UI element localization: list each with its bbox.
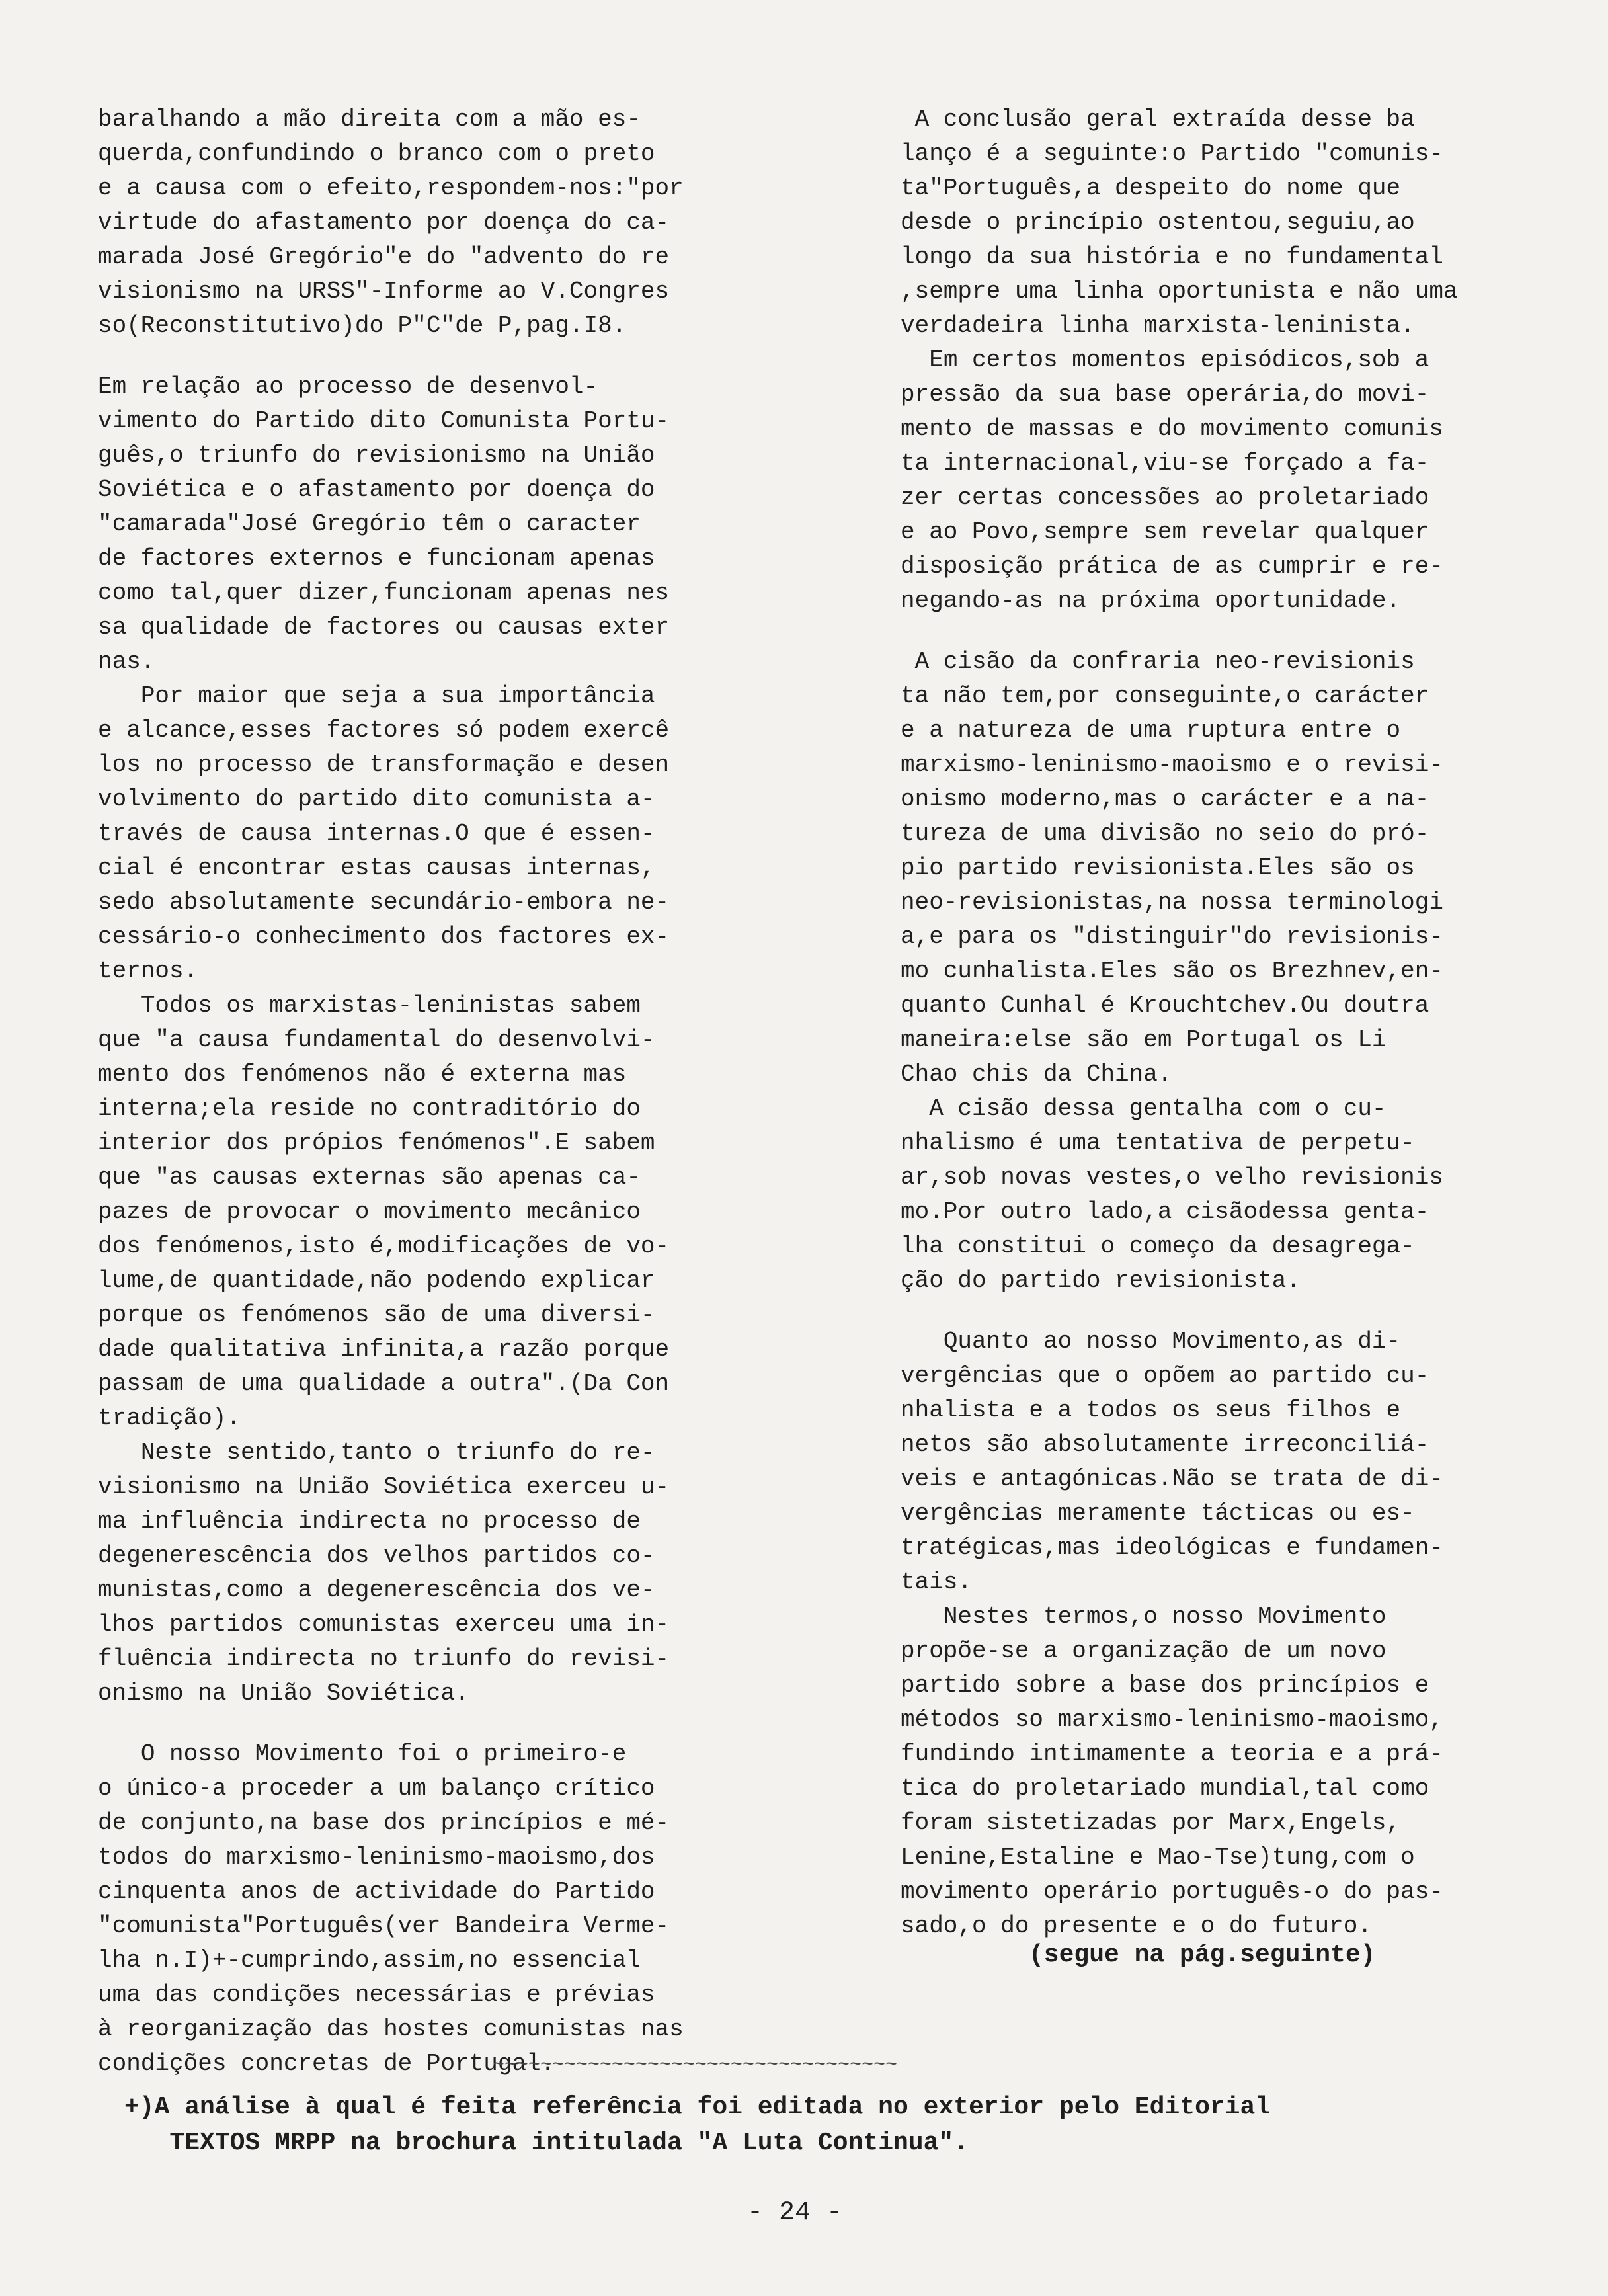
- right-column: [901, 102, 1542, 1944]
- footnote: +)A análise à qual é feita referência foi editada no exterior pelo Editorial TEXTOS MRPP na brochura intitulada "A Luta Continua".: [124, 2093, 1271, 2157]
- page-number: - 24 -: [747, 2198, 843, 2228]
- right-paragraph-2: A cisão da confraria neo-revisionis ta não tem,por conseguinte,o carácter e a natureza de uma ruptura entre o marxismo-leninismo-maoismo e o revisi- onismo moderno,mas o carácter e a na- tureza de uma divisão no seio do pró- pio partido revisionista.Eles são os neo-revisionistas,na nossa terminologi a,e para os "distinguir"do revisionis- mo cunhalista.Eles são os Brezhnev,en- quanto Cunhal é Krouchtchev.Ou doutra maneira:else são em Portugal os Li Chao chis da China. A cisão dessa gentalha com o cu- nhalismo é uma tentativa de perpetu- ar,sob novas vestes,o velho revisionis mo.Por outro lado,a cisãodessa genta- lha constitui o começo da desagrega- ção do partido revisionista.: [901, 648, 1443, 1294]
- footnote-divider: ~~~~~~~~~~~~~~~~~~~~~~~~~~~~~~~~~~: [493, 2055, 898, 2075]
- left-paragraph-2: Em relação ao processo de desenvol- vimento do Partido dito Comunista Portu- guês,o triunfo do revisionismo na União Soviética e o afastamento por doença do "camarada"José Gregório têm o caracter de factores externos e funcionam apenas como tal,quer dizer,funcionam apenas nes sa qualidade de factores ou causas exter nas. Por maior que seja a sua importância e alcance,esses factores só podem exercê los no processo de transformação e desen volvimento do partido dito comunista a- través de causa internas.O que é essen- cial é encontrar estas causas internas, sedo absolutamente secundário-embora ne- cessário-o conhecimento dos factores ex- ternos. Todos os marxistas-leninistas sabem que "a causa fundamental do desenvolvi- mento dos fenómenos não é externa mas interna;ela reside no contraditório do interior dos própios fenómenos".E sabem que "as causas externas são apenas ca- pazes de provocar o movimento mecânico dos fenómenos,isto é,modificações de vo- lume,de quantidade,não podendo explicar porque os fenómenos são de uma diversi- dade qualitativa infinita,a razão porque passam de uma qualidade a outra".(Da Con tradição). Neste sentido,tanto o triunfo do re- visionismo na União Soviética exerceu u- ma influência indirecta no processo de degenerescência dos velhos partidos co- munistas,como a degenerescência dos ve- lhos partidos comunistas exerceu uma in- fluência indirecta no triunfo do revisi- onismo na União Soviética.: [98, 373, 670, 1707]
- left-paragraph-1: baralhando a mão direita com a mão es- querda,confundindo o branco com o preto e a causa com o efeito,respondem-nos:"por virtude do afastamento por doença do ca- marada José Gregório"e do "advento do re visionismo na URSS"-Informe ao V.Congres so(Reconstitutivo)do P"C"de P,pag.I8.: [98, 106, 684, 339]
- left-paragraph-3: O nosso Movimento foi o primeiro-e o único-a proceder a um balanço crítico de conjunto,na base dos princípios e mé- todos do marxismo-leninismo-maoismo,dos cinquenta anos de actividade do Partido "comunista"Português(ver Bandeira Verme- lha n.I)+-cumprindo,assim,no essencial uma das condições necessárias e prévias à reorganização das hostes comunistas nas condições concretas de Portugal.: [98, 1741, 684, 2077]
- right-paragraph-3: Quanto ao nosso Movimento,as di- vergências que o opõem ao partido cu- nhalista e a todos os seus filhos e netos são absolutamente irreconciliá- veis e antagónicas.Não se trata de di- vergências meramente tácticas ou es- tratégicas,mas ideológicas e fundamen- tais. Nestes termos,o nosso Movimento propõe-se a organização de um novo partido sobre a base dos princípios e métodos so marxismo-leninismo-maoismo, fundindo intimamente a teoria e a prá- tica do proletariado mundial,tal como foram sistetizadas por Marx,Engels, Lenine,Estaline e Mao-Tse)tung,com o movimento operário português-o do pas- sado,o do presente e o do futuro.: [901, 1328, 1443, 1940]
- right-paragraph-1: A conclusão geral extraída desse ba lanço é a seguinte:o Partido "comunis- ta"Português,a despeito do nome que desde o princípio ostentou,seguiu,ao longo da sua história e no fundamental ,sempre uma linha oportunista e não uma verdadeira linha marxista-leninista. Em certos momentos episódicos,sob a pressão da sua base operária,do movi- mento de massas e do movimento comunis ta internacional,viu-se forçado a fa- zer certas concessões ao proletariado e ao Povo,sempre sem revelar qualquer disposição prática de as cumprir e re- negando-as na próxima oportunidade.: [901, 106, 1458, 614]
- left-column: [98, 102, 819, 2081]
- continued-note: (segue na pág.seguinte): [1029, 1941, 1376, 1969]
